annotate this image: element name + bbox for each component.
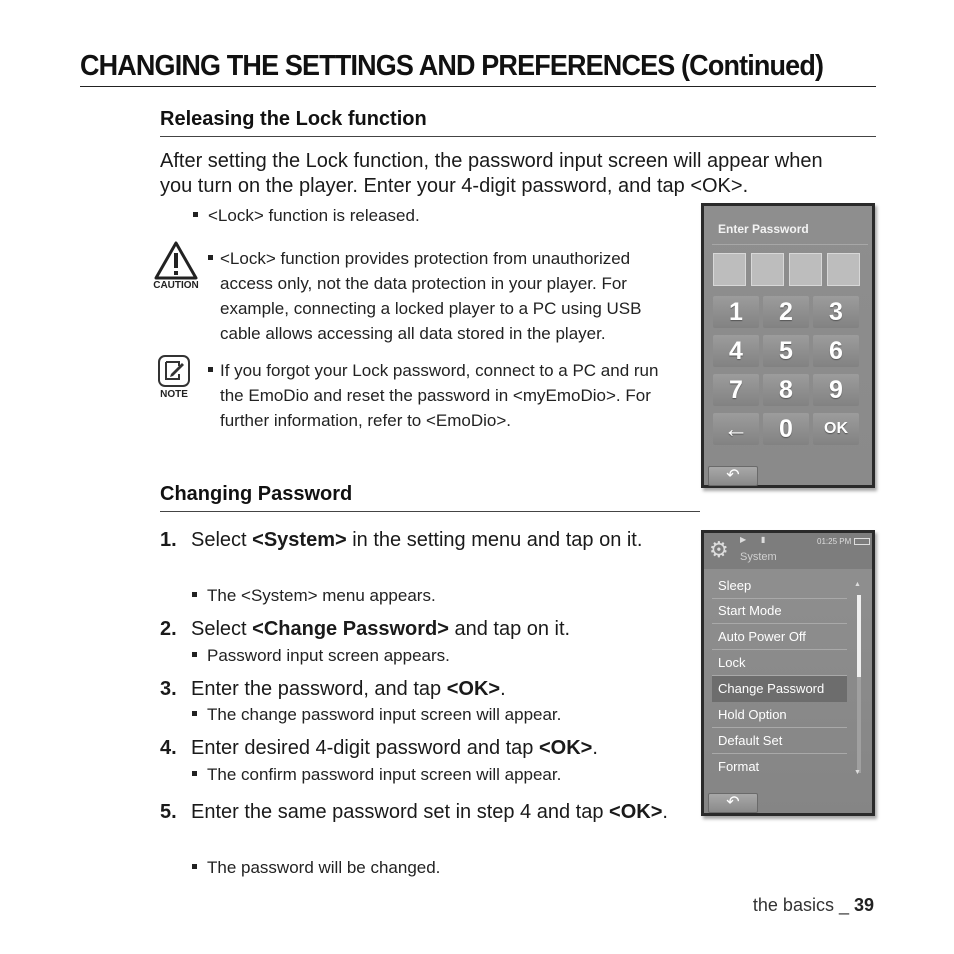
step-text: Enter the password, and tap <OK>.	[191, 678, 506, 700]
bullet-marker	[192, 592, 197, 597]
note-label: NOTE	[160, 389, 188, 400]
menu-item-lock[interactable]: Lock	[712, 650, 847, 676]
footer-section: the basics _	[752, 895, 854, 915]
key-2[interactable]: 2	[763, 296, 809, 328]
back-arrow-icon: ↶	[726, 794, 740, 811]
note-pencil-icon	[158, 355, 190, 387]
menu-item-default-set[interactable]: Default Set	[712, 728, 847, 754]
bullet-marker	[208, 255, 213, 260]
bullet-marker	[208, 367, 213, 372]
page-number: 39	[853, 895, 874, 915]
bullet-marker	[193, 212, 198, 217]
back-button[interactable]	[708, 466, 758, 486]
menu-item-auto-power-off[interactable]: Auto Power Off	[712, 624, 847, 650]
caution-label: CAUTION	[153, 280, 199, 291]
bullet-marker	[192, 652, 197, 657]
bullet-marker	[192, 711, 197, 716]
password-digit-box[interactable]	[789, 253, 822, 286]
section-rule	[160, 136, 876, 137]
ok-key[interactable]: OK	[813, 413, 859, 445]
status-bar	[704, 533, 872, 569]
menu-item-hold-option[interactable]: Hold Option	[712, 702, 847, 728]
key-1[interactable]: 1	[713, 296, 759, 328]
key-4[interactable]: 4	[713, 335, 759, 367]
track-icon: ▮	[761, 535, 766, 544]
step-number: 1.	[160, 529, 177, 551]
scroll-up-icon[interactable]: ▲	[854, 581, 861, 588]
step-number: 3.	[160, 678, 177, 700]
password-digit-box[interactable]	[751, 253, 784, 286]
scroll-down-icon[interactable]: ▼	[854, 769, 861, 776]
step-5-result: The password will be changed.	[192, 858, 440, 878]
play-icon: ▶	[740, 535, 747, 544]
title-rule	[80, 86, 876, 87]
bullet-marker	[192, 771, 197, 776]
note-paragraph: If you forgot your Lock password, connect to a PC and run the EmoDio and reset the password in <myEmoDio>. For further information, refer to <EmoDio>.	[220, 361, 659, 430]
password-digit-box[interactable]	[713, 253, 746, 286]
caution-paragraph: <Lock> function provides protection from unauthorized access only, not the data protection in your player. For example, connecting a locked player to a PC using USB cable allows accessing all data stored in the player.	[220, 249, 642, 343]
password-screen	[701, 203, 875, 488]
section-heading-release-lock: Releasing the Lock function	[160, 108, 427, 130]
step-number: 4.	[160, 737, 177, 759]
back-button[interactable]	[708, 793, 758, 813]
scrollbar-thumb[interactable]	[857, 595, 861, 677]
step-text: Select <System> in the setting menu and tap on it.	[191, 529, 643, 551]
step-1-result: The <System> menu appears.	[192, 586, 436, 606]
key-3[interactable]: 3	[813, 296, 859, 328]
note-text	[220, 358, 660, 433]
step-2-result: Password input screen appears.	[192, 646, 450, 666]
key-6[interactable]: 6	[813, 335, 859, 367]
key-9[interactable]: 9	[813, 374, 859, 406]
bullet-lock-released	[193, 206, 420, 226]
step-text: Enter desired 4-digit password and tap <OK>.	[191, 737, 598, 759]
screen-header: Enter Password	[718, 222, 809, 236]
key-8[interactable]: 8	[763, 374, 809, 406]
screen-divider	[712, 244, 868, 245]
step-number: 2.	[160, 618, 177, 640]
step-3-result: The change password input screen will appear.	[192, 705, 561, 725]
step-text: Enter the same password set in step 4 and tap <OK>.	[191, 801, 668, 823]
system-menu-screen	[701, 530, 875, 816]
step-text: Select <Change Password> and tap on it.	[191, 618, 571, 640]
battery-icon	[854, 538, 870, 545]
clock-readout: 01:25 PM	[817, 537, 852, 546]
page-title: CHANGING THE SETTINGS AND PREFERENCES (Continued)	[80, 50, 824, 82]
page-footer	[753, 895, 874, 916]
bullet-text: <Lock> function is released.	[208, 206, 420, 225]
screen-title: System	[740, 551, 777, 563]
menu-item-change-password[interactable]: Change Password	[712, 676, 847, 702]
password-digit-box[interactable]	[827, 253, 860, 286]
gear-icon: ⚙	[709, 537, 729, 562]
backspace-key-icon[interactable]: ←	[713, 413, 759, 445]
back-arrow-icon: ↶	[726, 467, 740, 484]
bullet-marker	[192, 864, 197, 869]
key-7[interactable]: 7	[713, 374, 759, 406]
section-rule	[160, 511, 700, 512]
key-5[interactable]: 5	[763, 335, 809, 367]
menu-item-format[interactable]: Format	[718, 759, 760, 774]
menu-item-sleep[interactable]: Sleep	[712, 573, 847, 599]
key-0[interactable]: 0	[763, 413, 809, 445]
section-heading-change-password: Changing Password	[160, 483, 353, 505]
step-4-result: The confirm password input screen will appear.	[192, 765, 561, 785]
step-number: 5.	[160, 801, 177, 823]
caution-text	[220, 246, 680, 346]
menu-item-start-mode[interactable]: Start Mode	[712, 598, 847, 624]
lead-paragraph: After setting the Lock function, the password input screen will appear when you turn on the player. Enter your 4-digit password, and tap <OK>.	[160, 150, 823, 197]
